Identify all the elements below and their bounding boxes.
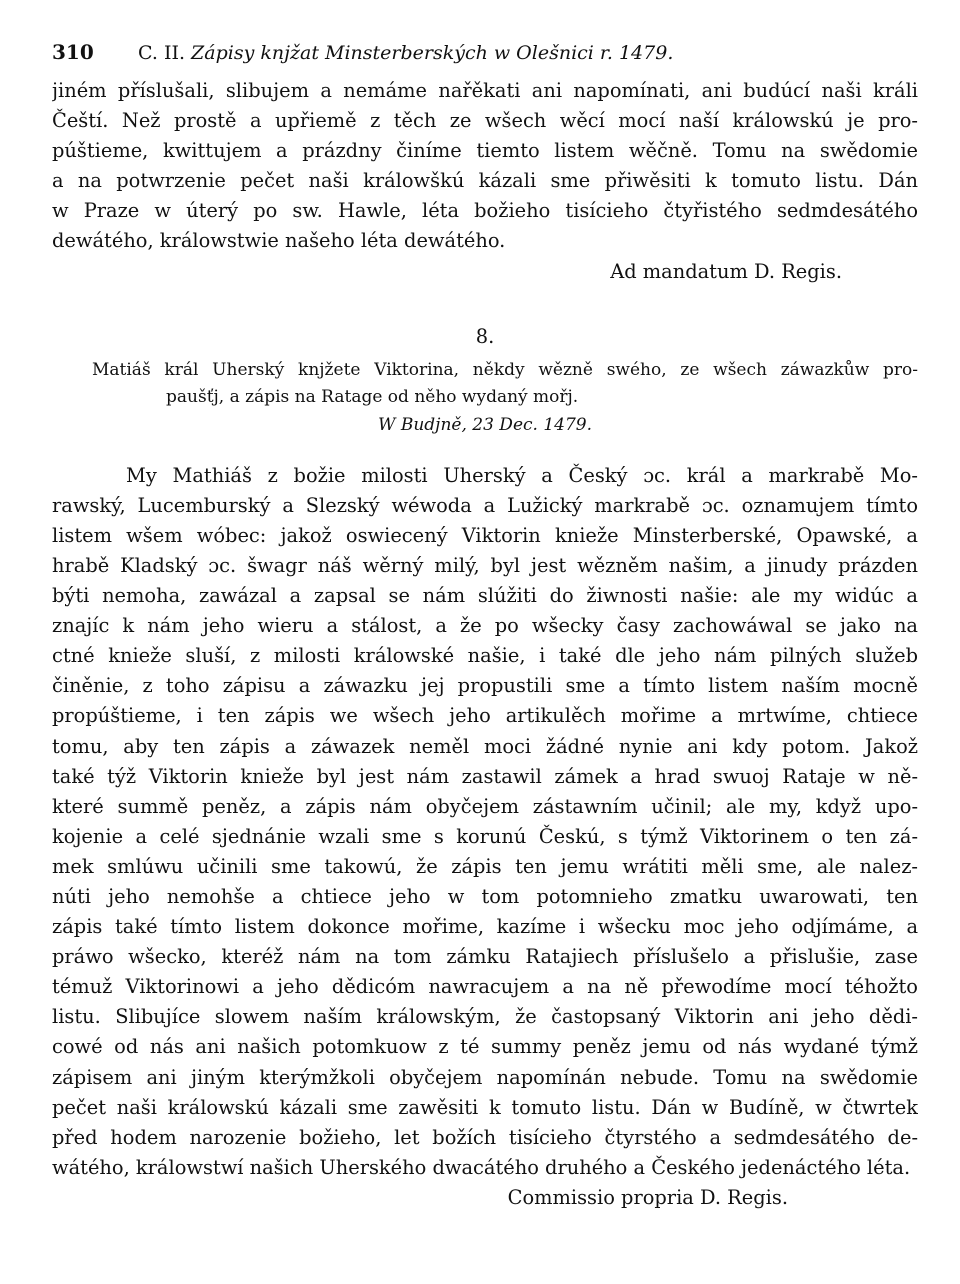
text-line: listem wšem wóbec: jakož oswiecený Viktorin knieže Minsterberské, Opawské, a bbox=[52, 523, 918, 547]
dateline: W Budjně, 23 Dec. 1479. bbox=[377, 414, 592, 435]
text-line: wátého, králowstwí našich Uherského dwacátého druhého a Českého jedenáctého léta. bbox=[52, 1155, 911, 1179]
text-line: ctné knieže sluší, z milosti králowské našie, i také dle jeho nám pilných služeb bbox=[52, 644, 918, 668]
document-number: 8. bbox=[475, 324, 495, 348]
text-line: jiném příslušali, slibujem a nemáme nařěkati ani napomínati, ani budúcí naši králi bbox=[52, 79, 918, 102]
text-line: témuž Viktorinowi a jeho dědicóm nawracujem a na ně přewodíme mocí téhožto bbox=[52, 975, 918, 999]
text-line: které summě peněz, a zápis nám obyčejem zástawním učinil; ale my, když upo- bbox=[52, 794, 918, 818]
text-line: práwo wšecko, kteréž nám na tom zámku Ratajiech příslušelo a přislušie, zase bbox=[52, 945, 918, 969]
text-line: Čeští. Než prostě a upřiemě z těch ze wšech wěcí mocí naší králowskú je pro- bbox=[52, 109, 918, 133]
text-line: kojenie a celé sjednánie wzali sme s korunú Českú, s týmž Viktorinem o ten zá- bbox=[52, 824, 918, 848]
document-page bbox=[52, 40, 918, 1213]
page-number: 310 bbox=[52, 40, 94, 64]
text-line: listu. Slibujíce slowem naším králowským, že častopsaný Viktorin ani jeho dědi- bbox=[52, 1005, 918, 1029]
text-line: rawský, Lucemburský a Slezský wéwoda a Lužický markrabě ɔc. oznamujem tímto bbox=[52, 493, 918, 517]
running-header bbox=[52, 40, 918, 76]
signature-1: Ad mandatum D. Regis. bbox=[610, 259, 842, 283]
text-line: púštieme, kwittujem a prázdny činíme tiemto listem wěčně. Tomu na swědomie bbox=[52, 139, 918, 163]
chapter-title: Zápisy knjžat Minsterberských w Olešnici r. 1479. bbox=[191, 42, 674, 64]
text-line: zápis také tímto listem dokonce mořime, kazíme i wšecku moc jeho odjímáme, a bbox=[52, 915, 918, 939]
text-line: býti nemoha, zawázal a zapsal se nám slúžiti do žiwnosti našie: ale my widúc a bbox=[52, 584, 918, 608]
text-line: zápisem ani jiným kterýmžkoli obyčejem napomínán nebude. Tomu na swědomie bbox=[52, 1065, 918, 1089]
series-label: C. II. bbox=[138, 42, 185, 64]
signature-2: Commissio propria D. Regis. bbox=[507, 1185, 788, 1209]
paragraph-1 bbox=[52, 76, 918, 257]
text-line: núti jeho nemohše a chtiece jeho w tom potomnieho zmatku uwarowati, ten bbox=[52, 884, 918, 908]
text-line: pečet naši králowskú kázali sme zawěsiti k tomuto listu. Dán w Budíně, w čtwrtek bbox=[52, 1095, 918, 1119]
text-line: dewátého, králowstwie našeho léta dewátého. bbox=[52, 229, 506, 253]
text-line: a na potwrzenie pečet naši králowškú kázali sme přiwěsiti k tomuto listu. Dán bbox=[52, 169, 918, 193]
text-line: před hodem narozenie božieho, let božích tisícieho čtyrstého a sedmdesátého de- bbox=[52, 1125, 918, 1149]
text-line: činěnie, z toho zápisu a záwazku jej propustili sme a tímto listem naším mocně bbox=[52, 674, 918, 698]
text-line: mek smlúwu učinili sme takowú, že zápis ten jemu wrátiti měli sme, ale nalez- bbox=[52, 854, 918, 878]
text-line: tomu, aby ten zápis a záwazek neměl moci žádné nynie ani kdy potom. Jakož bbox=[52, 734, 918, 758]
text-line: cowé od nás ani našich potomkuow z té summy peněz jemu od nás wydané týmž bbox=[52, 1035, 918, 1059]
running-title bbox=[138, 42, 673, 64]
summary-line: paušťj, a zápis na Ratage od něho wydaný mořj. bbox=[166, 386, 579, 407]
text-line: znajíc k nám jeho wieru a stálost, a že po wšecky časy zachowáwal se jako na bbox=[52, 614, 918, 638]
text-line: My Mathiáš z božie milosti Uherský a Český ɔc. král a markrabě Mo- bbox=[126, 463, 918, 487]
text-line: také týž Viktorin knieže byl jest nám zastawil zámek a hrad swuoj Rataje w ně- bbox=[52, 764, 918, 788]
paragraph-2 bbox=[52, 461, 918, 1183]
text-line: propúštieme, i ten zápis we wšech jeho artikulěch mořime a mrtwíme, chtiece bbox=[52, 704, 918, 728]
text-line: hrabě Kladský ɔc. šwagr náš wěrný milý, byl jest wězněm našim, a jinudy prázden bbox=[52, 553, 918, 577]
document-summary bbox=[92, 357, 918, 439]
summary-line: Matiáš král Uherský knjžete Viktorina, někdy wězně swého, ze wšech záwazkůw pro- bbox=[92, 359, 918, 380]
text-line: w Praze w úterý po sw. Hawle, léta božieho tisícieho čtyřistého sedmdesátého bbox=[52, 199, 918, 223]
